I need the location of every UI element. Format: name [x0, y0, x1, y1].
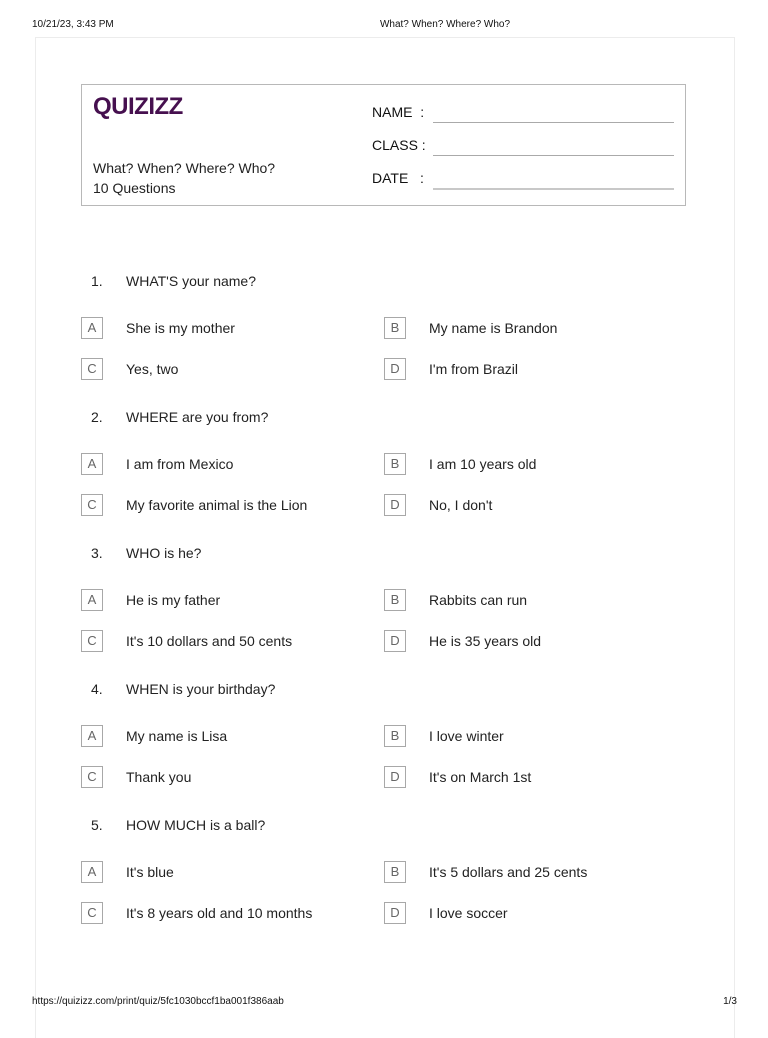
option-letter-box: C	[81, 358, 103, 380]
print-url: https://quizizz.com/print/quiz/5fc1030bccf1ba001f386aab	[32, 996, 284, 1007]
question-2	[91, 409, 691, 429]
question-3	[91, 545, 691, 565]
option-text: My name is Brandon	[429, 320, 558, 336]
option-text: Yes, two	[126, 361, 179, 377]
question-text: HOW MUCH is a ball?	[126, 817, 266, 833]
option-letter-box: B	[384, 589, 406, 611]
option-text: He is my father	[126, 592, 221, 608]
print-header	[0, 19, 768, 33]
q3-option-c[interactable]	[81, 630, 381, 654]
quiz-header-box	[81, 84, 686, 206]
option-letter-box: A	[81, 861, 103, 883]
question-number: 5.	[91, 817, 103, 833]
option-letter-box: B	[384, 861, 406, 883]
option-letter-box: A	[81, 317, 103, 339]
option-text: It's on March 1st	[429, 769, 532, 785]
question-number: 4.	[91, 681, 103, 697]
q4-option-c[interactable]	[81, 766, 381, 790]
option-letter-box: A	[81, 453, 103, 475]
q2-option-b[interactable]	[384, 453, 684, 477]
q4-option-d[interactable]	[384, 766, 684, 790]
quizizz-logo: QUIZIZZ	[93, 93, 183, 120]
class-line[interactable]	[433, 155, 674, 156]
option-text: It's 8 years old and 10 months	[126, 905, 313, 921]
q5-option-b[interactable]	[384, 861, 684, 885]
quiz-title: What? When? Where? Who?	[93, 160, 276, 176]
q1-option-d[interactable]	[384, 358, 684, 382]
q2-option-c[interactable]	[81, 494, 381, 518]
option-text: I'm from Brazil	[429, 361, 519, 377]
question-4	[91, 681, 691, 701]
option-text: It's 5 dollars and 25 cents	[429, 864, 588, 880]
option-text: My name is Lisa	[126, 728, 228, 744]
question-text: WHAT'S your name?	[126, 273, 257, 289]
class-label: CLASS :	[372, 137, 426, 153]
option-letter-box: C	[81, 902, 103, 924]
option-text: It's blue	[126, 864, 174, 880]
q2-option-d[interactable]	[384, 494, 684, 518]
option-text: Thank you	[126, 769, 192, 785]
question-text: WHO is he?	[126, 545, 202, 561]
option-letter-box: D	[384, 902, 406, 924]
option-letter-box: C	[81, 766, 103, 788]
page-number: 1/3	[723, 996, 737, 1007]
print-datetime: 10/21/23, 3:43 PM	[32, 19, 114, 30]
option-letter-box: D	[384, 630, 406, 652]
print-doc-title: What? When? Where? Who?	[379, 19, 511, 30]
q2-option-a[interactable]	[81, 453, 381, 477]
question-count: 10 Questions	[93, 180, 176, 196]
q5-option-a[interactable]	[81, 861, 381, 885]
option-text: No, I don't	[429, 497, 493, 513]
q1-option-c[interactable]	[81, 358, 381, 382]
option-letter-box: C	[81, 494, 103, 516]
q1-option-a[interactable]	[81, 317, 381, 341]
q3-option-b[interactable]	[384, 589, 684, 613]
q4-option-b[interactable]	[384, 725, 684, 749]
option-text: She is my mother	[126, 320, 235, 336]
q4-option-a[interactable]	[81, 725, 381, 749]
option-letter-box: D	[384, 766, 406, 788]
option-text: It's 10 dollars and 50 cents	[126, 633, 293, 649]
name-line[interactable]	[433, 122, 674, 123]
question-text: WHERE are you from?	[126, 409, 269, 425]
q3-option-a[interactable]	[81, 589, 381, 613]
question-text: WHEN is your birthday?	[126, 681, 276, 697]
date-line[interactable]	[433, 188, 674, 190]
q5-option-d[interactable]	[384, 902, 684, 926]
print-footer	[0, 996, 768, 1010]
option-text: Rabbits can run	[429, 592, 528, 608]
option-text: He is 35 years old	[429, 633, 542, 649]
option-letter-box: A	[81, 725, 103, 747]
q1-option-b[interactable]	[384, 317, 684, 341]
date-label: DATE :	[372, 170, 424, 186]
option-text: I love soccer	[429, 905, 508, 921]
option-text: I am from Mexico	[126, 456, 234, 472]
option-letter-box: B	[384, 453, 406, 475]
option-letter-box: B	[384, 317, 406, 339]
q5-option-c[interactable]	[81, 902, 381, 926]
option-letter-box: D	[384, 358, 406, 380]
option-text: I love winter	[429, 728, 504, 744]
question-5	[91, 817, 691, 837]
option-letter-box: A	[81, 589, 103, 611]
option-text: I am 10 years old	[429, 456, 537, 472]
option-letter-box: D	[384, 494, 406, 516]
q3-option-d[interactable]	[384, 630, 684, 654]
question-number: 3.	[91, 545, 103, 561]
option-letter-box: B	[384, 725, 406, 747]
name-label: NAME :	[372, 104, 425, 120]
question-1	[91, 273, 691, 293]
option-letter-box: C	[81, 630, 103, 652]
question-number: 1.	[91, 273, 103, 289]
question-number: 2.	[91, 409, 103, 425]
option-text: My favorite animal is the Lion	[126, 497, 308, 513]
